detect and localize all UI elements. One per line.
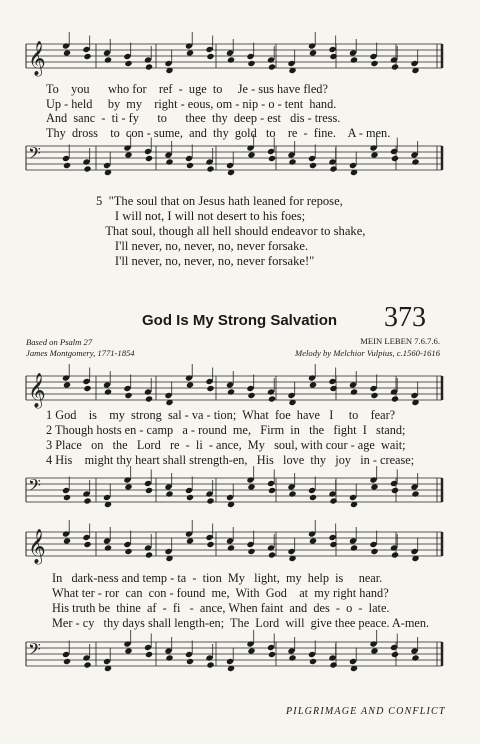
stanza-line: I'll never, no, never, no, never forsake. [96,239,309,253]
stanza-line: I'll never, no, never, no, never forsake!" [96,254,315,268]
tune-name: MEIN LEBEN 7.6.7.6. [360,336,440,346]
lyric-line: Thy dross to con - sume, and thy gold to re - fine. A - men. [46,126,391,140]
treble-staff [26,40,442,75]
lyric-line: Mer - cy thy days shall length-en; The Lord will give thee peace. A-men. [52,616,430,630]
lyric-line: 1 God is my strong sal - va - tion; What foe have I to fear? [46,408,396,422]
lyric-line: 2 Though hosts en - camp a - round me, Firm in the fight I stand; [46,423,406,437]
bass-staff-lines [26,474,442,504]
treble-staff-lines [26,40,442,75]
hymn-number: 373 [384,302,426,333]
svg-text:𝄞: 𝄞 [28,530,46,563]
stanza-5 [96,194,365,269]
bass-staff [26,142,442,172]
svg-text:𝄢: 𝄢 [28,477,41,499]
lyric-line: 4 His might thy heart shall strength-en, His love thy joy in - crease; [46,453,415,467]
bass-staff-lines [26,638,442,668]
stanza-line: I will not, I will not desert to his foes; [96,209,306,223]
lyric-line: Up - held by my right - eous, om - nip - o - tent hand. [46,97,337,111]
stanza-line: 5 "The soul that on Jesus hath leaned for repose, [96,194,343,208]
lyric-line: And sanc - ti - fy to thee thy deep - est dis - tress. [46,111,341,125]
treble-staff [26,528,442,563]
lyric-line: His truth be thine af - fi - ance, When faint and des - o - late. [52,601,390,615]
page-footer: PILGRIMAGE AND CONFLICT [286,706,446,717]
melody-credit: Melody by Melchior Vulpius, c.1560-1616 [295,348,440,358]
lyric-line: To you who for ref - uge to Je - sus have fled? [46,82,328,96]
hymn-title: God Is My Strong Salvation [142,312,338,329]
treble-staff-lines [26,528,442,563]
lyric-line: 3 Place on the Lord re - li - ance, My soul, with cour - age wait; [46,438,406,452]
treble-staff [26,372,442,407]
lyric-line: In dark-ness and temp - ta - tion My light, my help is near. [52,571,383,585]
bass-staff-lines [26,142,442,172]
bass-staff [26,474,442,504]
author-credit: James Montgomery, 1771-1854 [26,348,135,358]
bass-staff [26,638,442,668]
svg-text:𝄢: 𝄢 [28,145,41,167]
lyric-line: What ter - ror can con - found me, With God at my right hand? [52,586,389,600]
stanza-line: That soul, though all hell should endeavor to shake, [96,224,366,238]
svg-text:𝄢: 𝄢 [28,641,41,663]
treble-staff-lines [26,372,442,407]
svg-text:𝄞: 𝄞 [28,374,46,407]
based-on: Based on Psalm 27 [26,337,93,347]
svg-text:𝄞: 𝄞 [28,42,46,75]
